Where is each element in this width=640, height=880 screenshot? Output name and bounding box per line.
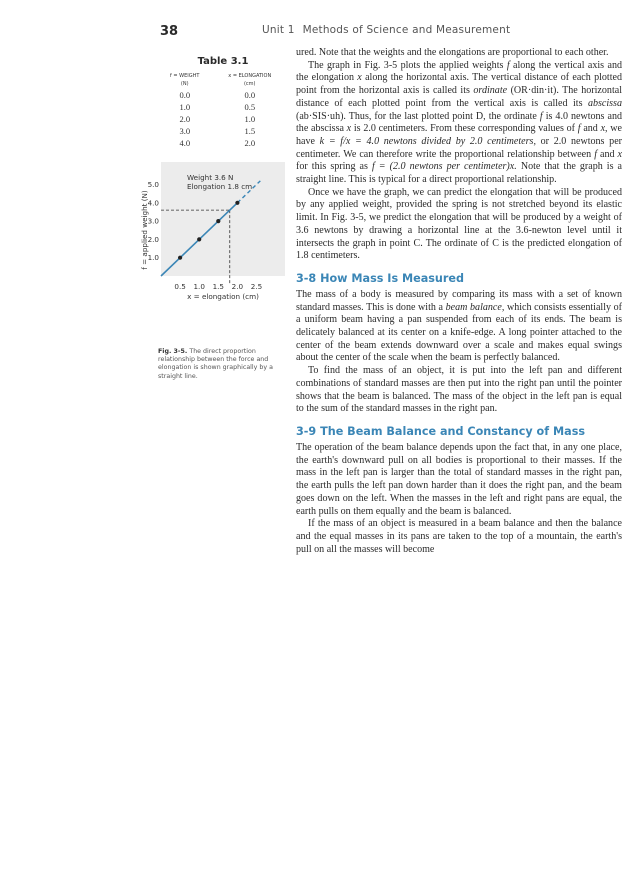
paragraph: ured. Note that the weights and the elongations are proportional to each other. (296, 47, 609, 58)
column-header-weight: f = WEIGHT (N) (170, 73, 200, 87)
unit-title: Methods of Science and Measurement (302, 24, 511, 36)
table-cell: 2.0 (179, 114, 191, 124)
paragraph: Once we have the graph, we can predict the elongation that will be produced by any applied weight, provided the spring is not stretched beyond its elastic limit. In Fig. 3-5, we predict the elongation that will be produced by a weight of 3.6 newtons by drawing a horizontal line at the 3.6-newton level until it intersects the graph in point C. The ordinate of C is the predicted elongation of 1.8 centimeters. (296, 186, 622, 262)
paragraph: If the mass of an object is measured in a beam balance and then the balance and the equal masses in its pans are taken to the top of a mountain, the earth's pull on all the masses will become (296, 518, 622, 555)
main-text-column (296, 47, 622, 556)
table-cell: 0.0 (179, 90, 191, 100)
table-cell: 0.0 (244, 90, 256, 100)
x-tick-label: 2.5 (250, 282, 263, 291)
x-tick-label: 2.0 (231, 282, 244, 291)
data-point (178, 256, 182, 260)
table-cell: 1.5 (244, 126, 256, 136)
figure-caption (158, 348, 278, 381)
table-cell: 4.0 (179, 138, 191, 148)
x-axis-label: x = elongation (cm) (187, 292, 259, 301)
x-tick-label: 1.5 (212, 282, 225, 291)
data-table-block (158, 56, 288, 149)
table-title: Table 3.1 (197, 56, 249, 67)
annotation-elongation: Elongation 1.8 cm (187, 182, 253, 191)
running-head (262, 24, 510, 36)
section-heading-mass: 3-8 How Mass Is Measured (296, 271, 465, 285)
section-heading-beam-balance: 3-9 The Beam Balance and Constancy of Mass (296, 424, 586, 438)
table-cell: 3.0 (179, 126, 191, 136)
y-tick-label: 2.0 (147, 234, 159, 244)
table-cell: 0.5 (244, 102, 256, 112)
unit-label: Unit 1 (262, 24, 295, 36)
table-cell: 1.0 (179, 102, 191, 112)
figure-caption-text: The direct proportion relationship between the force and elongation is shown graphically by a straight line. (158, 348, 273, 380)
table-row (158, 137, 288, 149)
x-tick-label: 1.0 (193, 282, 205, 291)
y-tick-label: 3.0 (147, 216, 159, 226)
data-point (197, 237, 201, 241)
annotation-weight: Weight 3.6 N (187, 173, 234, 182)
table-row (158, 89, 288, 101)
table-cell: 2.0 (244, 138, 256, 148)
y-axis-label: f = applied weight (N) (140, 190, 149, 270)
paragraph: The graph in Fig. 3-5 plots the applied weights f along the vertical axis and the elongation x along the horizontal axis. The vertical distance of each plotted point from the horizontal axis is called its ordinate (OR·din·it). The horizontal distance of each plotted point from the vertical axis is called its abscissa (ab·SIS·uh). Thus, for the last plotted point D, the ordinate f is 4.0 newtons and the abscissa x is 2.0 centimeters. From these corresponding values of f and x, we have k = f/x = 4.0 newtons divided by 2.0 centimeters, or 2.0 newtons per centimeter. We can therefore write the proportional relationship between f and x for this spring as f = (2.0 newtons per centimeter)x. Note that the graph is a straight line. This is typical for a direct proportional relationship. (296, 59, 623, 186)
table-row (158, 113, 288, 125)
y-tick-label: 1.0 (147, 253, 159, 263)
paragraph: The mass of a body is measured by comparing its mass with a set of known standard masses. This is done with a beam balance, which consists essentially of a uniform beam having a pan suspended from each of its ends. The beam is delicately balanced at its center on a knife-edge. A long pointer attached to the center of the beam extends downward over a scale and makes equal swings about the center of the scale when the beam is perfectly balanced. (296, 288, 623, 364)
table-row (158, 125, 288, 137)
data-table (158, 71, 288, 149)
y-tick-label: 5.0 (147, 180, 159, 189)
column-header-elongation: x = ELONGATION (cm) (228, 73, 272, 87)
x-tick-label: 0.5 (174, 282, 186, 291)
table-row (158, 101, 288, 113)
y-tick-label: 4.0 (147, 198, 159, 208)
figure-label: Fig. 3-5. (158, 348, 188, 355)
data-point (235, 201, 239, 205)
figure-graph (140, 162, 285, 342)
paragraph: To find the mass of an object, it is put into the left pan and different combinations of standard masses are then put into the right pan until the pointer shows that the beam is balanced. The mass of the object in the left pan is equal to the sum of the standard masses in the right pan. (296, 365, 622, 415)
table-cell: 1.0 (244, 114, 256, 124)
paragraph: The operation of the beam balance depends upon the fact that, in any one place, the earth's downward pull on all bodies is proportional to their masses. If the mass in the left pan is larger than the total of standard masses in the right pan, the earth pulls the left pan down harder than it does the right pan, and the beam goes down on the left. When the masses in the left and right pans are equal, the earth pulls on them equally and the beam is balanced. (296, 441, 622, 517)
data-point (216, 219, 220, 223)
page-number: 38 (160, 24, 179, 39)
proportion-chart (140, 162, 285, 342)
